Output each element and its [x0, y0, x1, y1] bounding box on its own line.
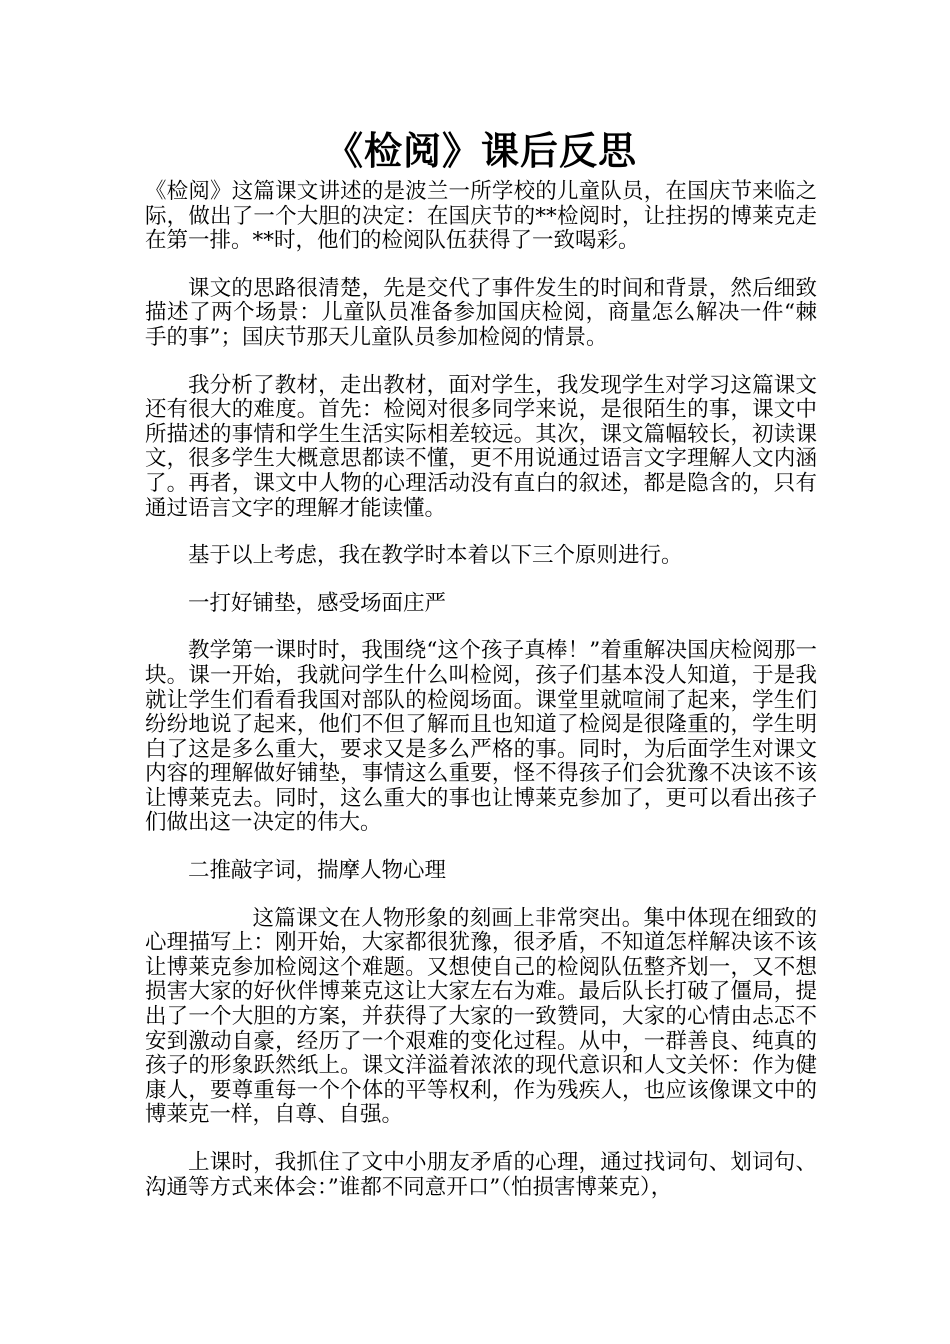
paragraph-section-two: 这篇课文在人物形象的刻画上非常突出。集中体现在细致的心理描写上：刚开始，大家都很犹豫，很矛盾，不知道怎样解决该不该让博莱克参加检阅这个难题。又想使自己的检阅队伍整齐划一，又不想损害大家的好伙伴博莱克这让大家左右为难。最后队长打破了僵局，提出了一个大胆的方案，并获得了大家的一致赞同，大家的心情由忐忑不安到激动自豪，经历了一个艰难的变化过程。从中，一群善良、纯真的孩子的形象跃然纸上。课文洋溢着浓浓的现代意识和人文关怀：作为健康人，要尊重每一个个体的平等权利，作为残疾人，也应该像课文中的博莱克一样，自尊、自强。	[145, 905, 817, 1128]
paragraph-section-one: 教学第一课时时，我围绕“这个孩子真棒！”着重解决国庆检阅那一块。课一开始，我就问学生什么叫检阅，孩子们基本没人知道，于是我就让学生们看看我国对部队的检阅场面。课堂里就喧闹了起来，学生们纷纷地说了起来，他们不但了解而且也知道了检阅是很隆重的，学生明白了这是多么重大，要求又是多么严格的事。同时，为后面学生对课文内容的理解做好铺垫，事情这么重要，怪不得孩子们会犹豫不决该不该让博莱克去。同时，这么重大的事也让博莱克参加了，更可以看出孩子们做出这一决定的伟大。	[145, 638, 817, 836]
document-title: 《检阅》课后反思	[324, 128, 637, 173]
paragraph-principles: 基于以上考虑，我在教学时本着以下三个原则进行。	[188, 543, 683, 569]
paragraph-intro: 《检阅》这篇课文讲述的是波兰一所学校的儿童队员，在国庆节来临之际，做出了一个大胆的决定：在国庆节的**检阅时，让拄拐的博莱克走在第一排。**时，他们的检阅队伍获得了一致喝彩。	[145, 179, 817, 254]
paragraph-lesson: 上课时，我抓住了文中小朋友矛盾的心理，通过找词句、划词句、沟通等方式来体会：”谁都不同意开口”（怕损害博莱克），	[145, 1150, 817, 1200]
section-heading-two: 二推敲字词，揣摩人物心理	[188, 858, 447, 884]
section-heading-one: 一打好铺垫，感受场面庄严	[188, 590, 447, 616]
paragraph-analysis: 我分析了教材，走出教材，面对学生，我发现学生对学习这篇课文还有很大的难度。首先：检阅对很多同学来说，是很陌生的事，课文中所描述的事情和学生生活实际相差较远。其次，课文篇幅较长，初读课文，很多学生大概意思都读不懂，更不用说通过语言文字理解人文内涵了。再者，课文中人物的心理活动没有直白的叙述，都是隐含的，只有通过语言文字的理解才能读懂。	[145, 372, 817, 521]
document-page	[145, 128, 817, 1200]
paragraph-structure: 课文的思路很清楚，先是交代了事件发生的时间和背景，然后细致描述了两个场景：儿童队员准备参加国庆检阅，商量怎么解决一件“棘手的事”；国庆节那天儿童队员参加检阅的情景。	[145, 275, 817, 350]
